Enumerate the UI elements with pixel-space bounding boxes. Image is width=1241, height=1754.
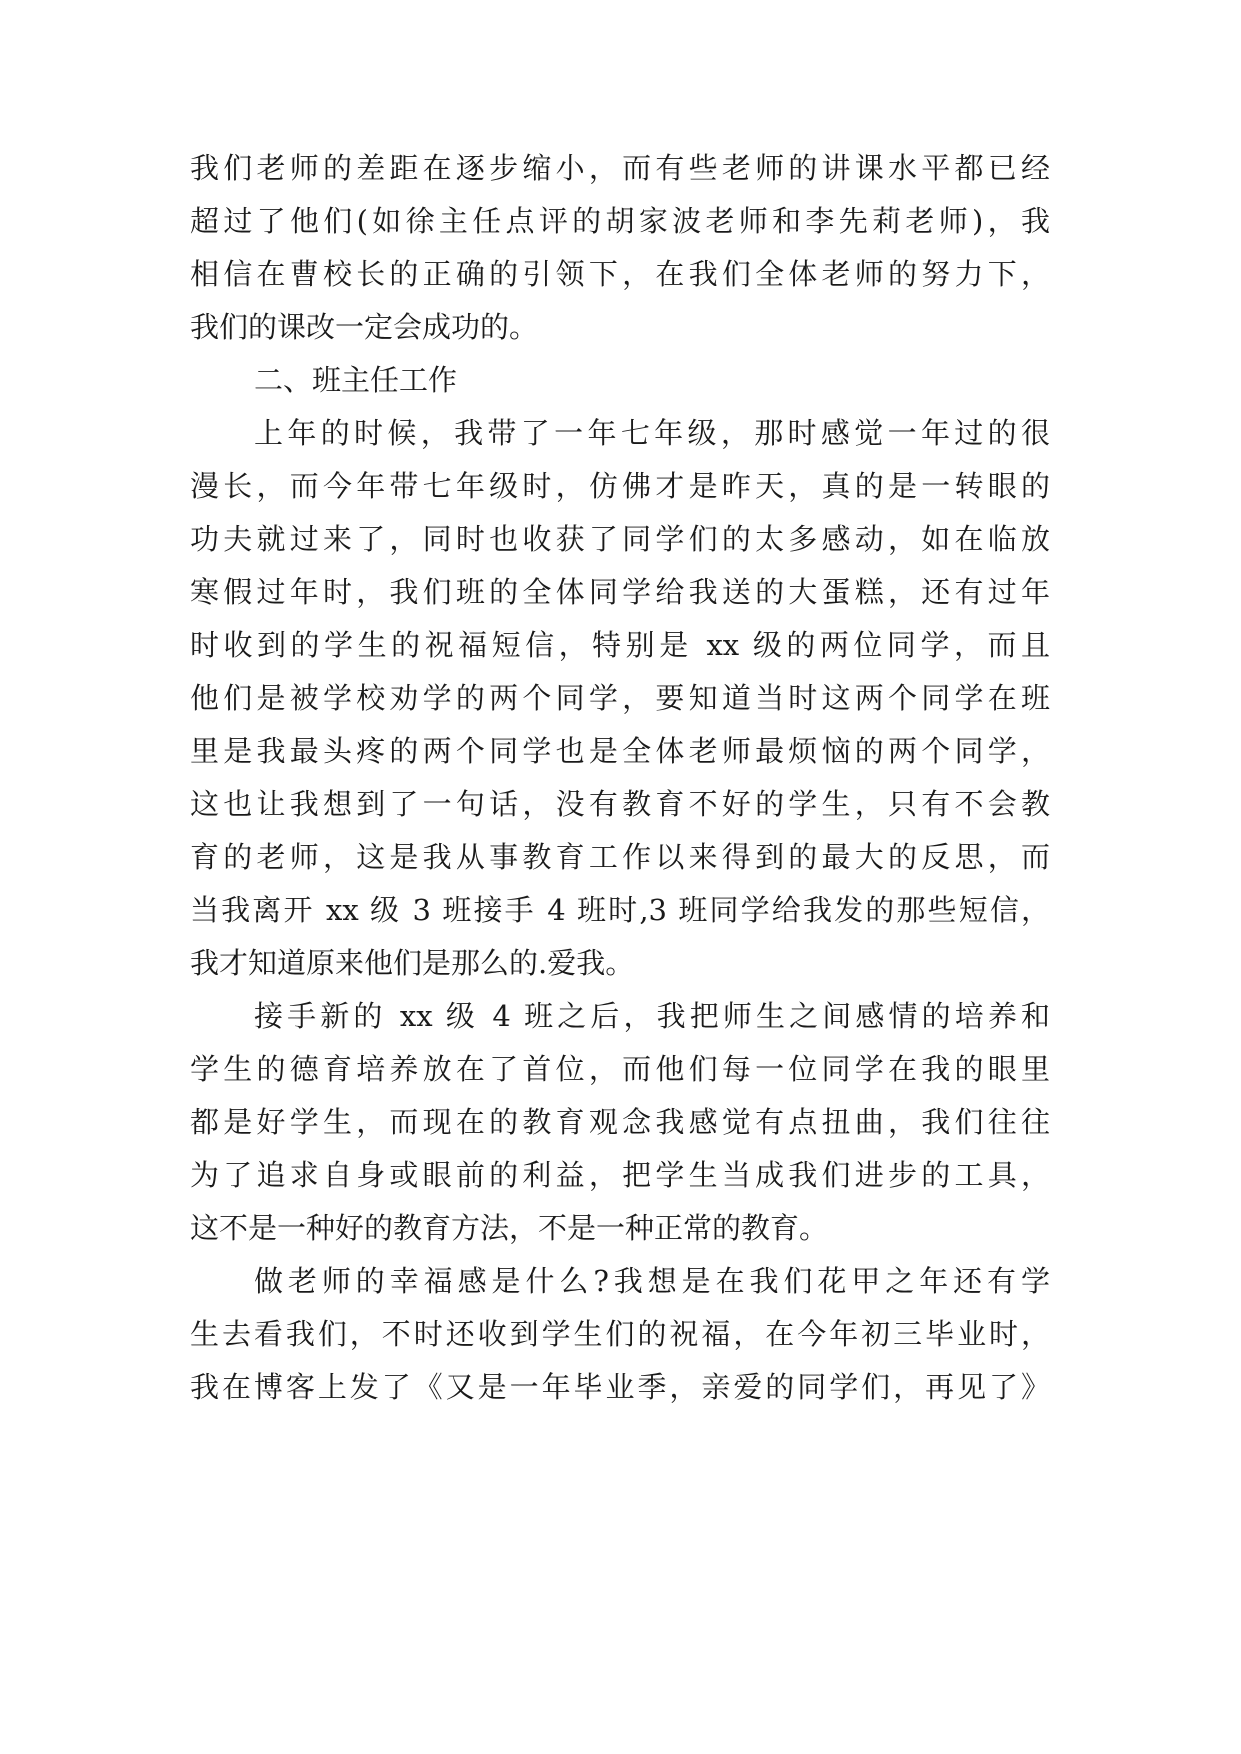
text-line: 我才知道原来他们是那么的.爱我。 (190, 946, 635, 980)
text-line: 上年的时候，我带了一年七年级，那时感觉一年过的很 (254, 416, 1050, 450)
text-line: 时收到的学生的祝福短信，特别是 xx 级的两位同学，而且 (190, 628, 1050, 662)
text-line: 都是好学生，而现在的教育观念我感觉有点扭曲，我们往往 (190, 1105, 1050, 1139)
text-line: 超过了他们(如徐主任点评的胡家波老师和李先莉老师)，我 (190, 204, 1050, 238)
text-line: 功夫就过来了，同时也收获了同学们的太多感动，如在临放 (190, 522, 1050, 556)
text-line: 接手新的 xx 级 4 班之后，我把师生之间感情的培养和 (254, 999, 1050, 1033)
text-line: 我们老师的差距在逐步缩小，而有些老师的讲课水平都已经 (190, 151, 1050, 185)
text-line: 漫长，而今年带七年级时，仿佛才是昨天，真的是一转眼的 (190, 469, 1050, 503)
text-line: 为了追求自身或眼前的利益，把学生当成我们进步的工具， (190, 1158, 1050, 1192)
text-line: 做老师的幸福感是什么?我想是在我们花甲之年还有学 (254, 1264, 1050, 1298)
text-line: 寒假过年时，我们班的全体同学给我送的大蛋糕，还有过年 (190, 575, 1050, 609)
text-line: 育的老师，这是我从事教育工作以来得到的最大的反思，而 (190, 840, 1050, 874)
text-line: 这也让我想到了一句话，没有教育不好的学生，只有不会教 (190, 787, 1050, 821)
text-line: 当我离开 xx 级 3 班接手 4 班时,3 班同学给我发的那些短信， (190, 893, 1050, 927)
text-line: 他们是被学校劝学的两个同学，要知道当时这两个同学在班 (190, 681, 1050, 715)
text-line: 生去看我们，不时还收到学生们的祝福，在今年初三毕业时， (190, 1317, 1050, 1351)
text-line: 我在博客上发了《又是一年毕业季，亲爱的同学们，再见了》 (190, 1370, 1050, 1404)
text-line: 这不是一种好的教育方法，不是一种正常的教育。 (190, 1211, 829, 1245)
text-line: 相信在曹校长的正确的引领下，在我们全体老师的努力下， (190, 257, 1050, 291)
text-line: 我们的课改一定会成功的。 (190, 310, 539, 344)
section-heading: 二、班主任工作 (254, 363, 458, 397)
text-line: 学生的德育培养放在了首位，而他们每一位同学在我的眼里 (190, 1052, 1050, 1086)
text-line: 里是我最头疼的两个同学也是全体老师最烦恼的两个同学， (190, 734, 1050, 768)
